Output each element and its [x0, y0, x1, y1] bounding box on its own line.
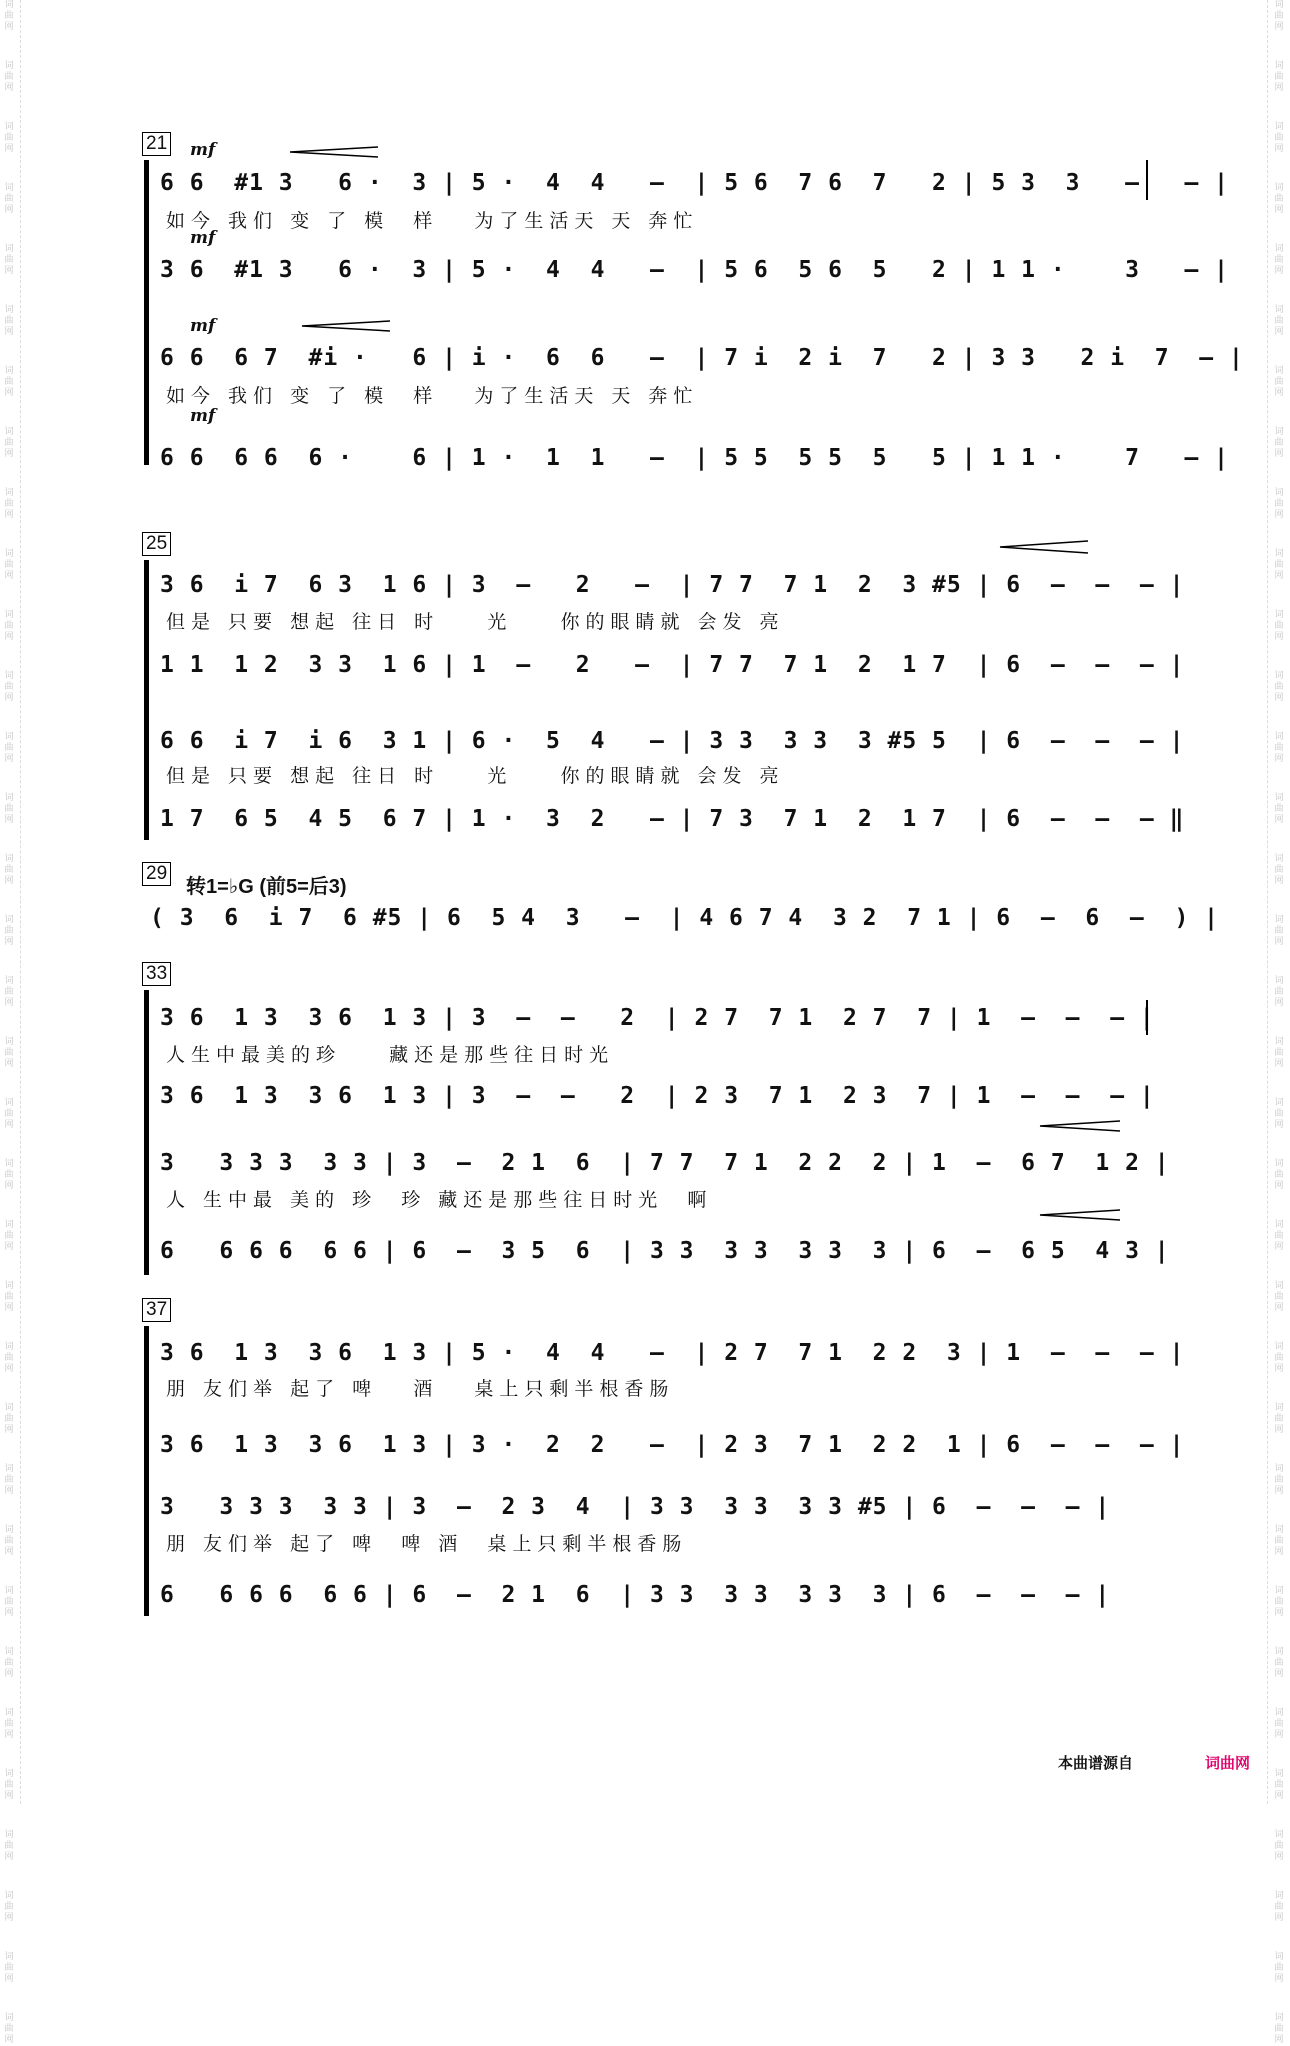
footer-source-label: 本曲谱源自: [1058, 1755, 1134, 1772]
watermark-text: 词 曲 网: [1274, 2013, 1284, 2045]
watermark-text: 词 曲 网: [4, 1708, 14, 1740]
watermark-text: 词 曲 网: [4, 976, 14, 1008]
measure-number-33: 33: [142, 962, 171, 986]
staff-soprano-2: 3 6 1 3 3 6 1 3 | 3 · 2 2 – | 2 3 7 1 2 2 1 | 6 – – – |: [160, 1432, 1185, 1458]
staff-alto: 3 3 3 3 3 3 | 3 – 2 3 4 | 3 3 3 3 3 3 #5 | 6 – – – |: [160, 1494, 1111, 1520]
watermark-text: 词 曲 网: [1274, 488, 1284, 520]
watermark-text: 词 曲 网: [1274, 1647, 1284, 1679]
watermark-text: 词 曲 网: [1274, 671, 1284, 703]
watermark-text: 词 曲 网: [1274, 1464, 1284, 1496]
watermark-text: 词 曲 网: [1274, 915, 1284, 947]
measure-number-29: 29: [142, 862, 171, 886]
watermark-text: 词 曲 网: [4, 1159, 14, 1191]
staff-alto: 6 6 i 7 i 6 3 1 | 6 · 5 4 – | 3 3 3 3 3 #5 5 | 6 – – – |: [160, 728, 1185, 754]
watermark-text: 词 曲 网: [4, 1342, 14, 1374]
staff-soprano-1: 6 6 #1 3 6 · 3 | 5 · 4 4 – | 5 6 7 6 7 2 | 5 3 3 – – |: [160, 170, 1229, 196]
watermark-text: 词 曲 网: [4, 1098, 14, 1130]
watermark-text: 词 曲 网: [4, 244, 14, 276]
staff-soprano-2: 1 1 1 2 3 3 1 6 | 1 – 2 – | 7 7 7 1 2 1 7 | 6 – – – |: [160, 652, 1185, 678]
interlude-line: ( 3 6 i 7 6 #5 | 6 5 4 3 – | 4 6 7 4 3 2 7 1 | 6 – 6 – ) |: [150, 905, 1219, 931]
dynamic-mf: mf: [190, 316, 216, 336]
staff-alto: 6 6 6 7 #i · 6 | i · 6 6 – | 7 i 2 i 7 2 | 3 3 2 i 7 – |: [160, 345, 1244, 371]
watermark-text: 词 曲 网: [4, 1281, 14, 1313]
watermark-text: 词 曲 网: [4, 2013, 14, 2045]
staff-soprano-1: 3 6 1 3 3 6 1 3 | 3 – – 2 | 2 7 7 1 2 7 7 | 1 – – – |: [160, 1005, 1155, 1031]
watermark-text: 词 曲 网: [1274, 1037, 1284, 1069]
measure-number-21: 21: [142, 132, 171, 156]
footer-brand-link[interactable]: 词曲网: [1205, 1755, 1251, 1772]
watermark-text: 词 曲 网: [1274, 61, 1284, 93]
lyrics-line-2: 但是 只要 想起 往日 时 光 你的眼睛就 会发 亮: [166, 765, 785, 787]
lyrics-line-1: 但是 只要 想起 往日 时 光 你的眼睛就 会发 亮: [166, 611, 785, 633]
measure-number-37: 37: [142, 1298, 171, 1322]
watermark-text: 词 曲 网: [1274, 1952, 1284, 1984]
watermark-text: 词 曲 网: [1274, 854, 1284, 886]
watermark-text: 词 曲 网: [4, 732, 14, 764]
watermark-text: 词 曲 网: [1274, 1281, 1284, 1313]
watermark-text: 词 曲 网: [4, 1525, 14, 1557]
watermark-text: 词 曲 网: [4, 610, 14, 642]
watermark-text: 词 曲 网: [1274, 1525, 1284, 1557]
watermark-text: 词 曲 网: [1274, 1220, 1284, 1252]
watermark-text: 词 曲 网: [4, 1891, 14, 1923]
staff-alto: 3 3 3 3 3 3 | 3 – 2 1 6 | 7 7 7 1 2 2 2 | 1 – 6 7 1 2 |: [160, 1150, 1170, 1176]
watermark-text: 词 曲 网: [1274, 1769, 1284, 1801]
staff-bass: 6 6 6 6 6 · 6 | 1 · 1 1 – | 5 5 5 5 5 5 | 1 1 · 7 – |: [160, 445, 1229, 471]
lyrics-line-2: 朋 友们举 起了 啤 啤 酒 桌上只剩半根香肠: [166, 1533, 688, 1555]
watermark-text: 词 曲 网: [1274, 366, 1284, 398]
watermark-text: 词 曲 网: [4, 122, 14, 154]
watermark-text: 词 曲 网: [1274, 305, 1284, 337]
watermark-text: 词 曲 网: [4, 793, 14, 825]
watermark-text: 词 曲 网: [4, 1586, 14, 1618]
staff-bass: 1 7 6 5 4 5 6 7 | 1 · 3 2 – | 7 3 7 1 2 1 7 | 6 – – – ‖: [160, 806, 1185, 832]
staff-soprano-1: 3 6 i 7 6 3 1 6 | 3 – 2 – | 7 7 7 1 2 3 #5 | 6 – – – |: [160, 572, 1185, 598]
watermark-text: 词 曲 网: [1274, 1891, 1284, 1923]
watermark-text: 词 曲 网: [4, 183, 14, 215]
watermark-text: 词 曲 网: [1274, 183, 1284, 215]
watermark-text: 词 曲 网: [1274, 1403, 1284, 1435]
watermark-text: 词 曲 网: [1274, 244, 1284, 276]
watermark-text: 词 曲 网: [1274, 793, 1284, 825]
watermark-text: 词 曲 网: [1274, 427, 1284, 459]
watermark-text: 词 曲 网: [4, 671, 14, 703]
watermark-text: 词 曲 网: [1274, 1159, 1284, 1191]
lyrics-line-1: 人生中最美的珍 藏还是那些往日时光: [166, 1044, 615, 1066]
staff-bass: 6 6 6 6 6 6 | 6 – 3 5 6 | 3 3 3 3 3 3 3 | 6 – 6 5 4 3 |: [160, 1238, 1170, 1264]
lyrics-line-2: 人 生中最 美的 珍 珍 藏还是那些往日时光 啊: [166, 1189, 713, 1211]
watermark-text: 词 曲 网: [4, 61, 14, 93]
lyrics-line-2: 如今 我们 变 了 模 样 为了生活天 天 奔忙: [166, 385, 699, 407]
watermark-text: 词 曲 网: [4, 1952, 14, 1984]
watermark-text: 词 曲 网: [4, 366, 14, 398]
staff-soprano-1: 3 6 1 3 3 6 1 3 | 5 · 4 4 – | 2 7 7 1 2 2 3 | 1 – – – |: [160, 1340, 1185, 1366]
watermark-text: 词 曲 网: [4, 427, 14, 459]
lyrics-line-1: 朋 友们举 起了 啤 酒 桌上只剩半根香肠: [166, 1378, 675, 1400]
watermark-text: 词 曲 网: [4, 1220, 14, 1252]
watermark-text: 词 曲 网: [1274, 976, 1284, 1008]
watermark-text: 词 曲 网: [1274, 1830, 1284, 1862]
watermark-text: 词 曲 网: [4, 854, 14, 886]
watermark-text: 词 曲 网: [1274, 0, 1284, 32]
watermark-text: 词 曲 网: [1274, 1586, 1284, 1618]
lyrics-line-1: 如今 我们 变 了 模 样 为了生活天 天 奔忙: [166, 210, 699, 232]
dynamic-mf: mf: [190, 406, 216, 426]
watermark-text: 词 曲 网: [4, 1037, 14, 1069]
key-change-label: 转1=♭G (前5=后3): [186, 876, 347, 898]
staff-soprano-2: 3 6 1 3 3 6 1 3 | 3 – – 2 | 2 3 7 1 2 3 7 | 1 – – – |: [160, 1083, 1155, 1109]
measure-number-25: 25: [142, 532, 171, 556]
watermark-text: 词 曲 网: [1274, 732, 1284, 764]
watermark-text: 词 曲 网: [4, 1403, 14, 1435]
watermark-text: 词 曲 网: [4, 915, 14, 947]
watermark-text: 词 曲 网: [1274, 122, 1284, 154]
watermark-text: 词 曲 网: [4, 488, 14, 520]
watermark-text: 词 曲 网: [4, 0, 14, 32]
watermark-text: 词 曲 网: [1274, 549, 1284, 581]
watermark-text: 词 曲 网: [1274, 610, 1284, 642]
staff-soprano-2: 3 6 #1 3 6 · 3 | 5 · 4 4 – | 5 6 5 6 5 2 | 1 1 · 3 – |: [160, 257, 1229, 283]
watermark-text: 词 曲 网: [4, 1647, 14, 1679]
staff-bass: 6 6 6 6 6 6 | 6 – 2 1 6 | 3 3 3 3 3 3 3 | 6 – – – |: [160, 1582, 1111, 1608]
dynamic-mf: mf: [190, 228, 216, 248]
watermark-text: 词 曲 网: [1274, 1342, 1284, 1374]
watermark-text: 词 曲 网: [4, 1830, 14, 1862]
watermark-text: 词 曲 网: [4, 1464, 14, 1496]
watermark-text: 词 曲 网: [4, 305, 14, 337]
watermark-text: 词 曲 网: [4, 549, 14, 581]
watermark-text: 词 曲 网: [1274, 1708, 1284, 1740]
watermark-text: 词 曲 网: [4, 1769, 14, 1801]
watermark-text: 词 曲 网: [1274, 1098, 1284, 1130]
dynamic-mf: mf: [190, 140, 216, 160]
